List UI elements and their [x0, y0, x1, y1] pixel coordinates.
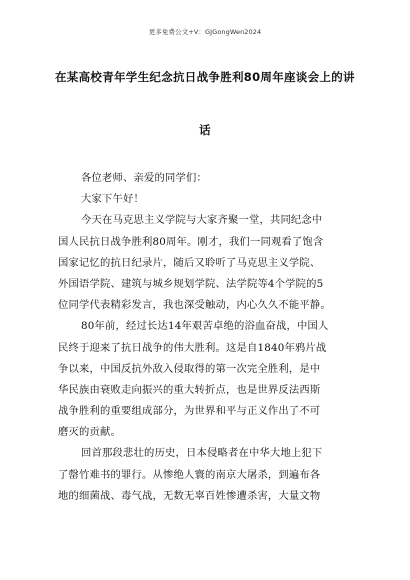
body-line: 国人民抗日战争胜利80周年。刚才，我们一同观看了饱含	[58, 235, 324, 248]
body-line: 战争胜利的重要组成部分，为世界和平与正义作出了不可	[58, 405, 321, 418]
body-line: 地的细菌战、毒气战，无数无辜百姓惨遭杀害，大量文物	[58, 489, 321, 502]
salutation-line: 各位老师、亲爱的同学们：	[81, 172, 207, 184]
greeting-line: 大家下午好！	[81, 193, 144, 206]
body-line: 回首那段悲壮的历史，日本侵略者在中华大地上犯下	[81, 447, 323, 460]
body-line: 位同学代表精彩发言，我也深受触动，内心久久不能平静。	[58, 299, 331, 312]
body-line: 外国语学院、建筑与城乡规划学院、法学院等4个学院的5	[58, 277, 324, 290]
document-title-line-1: 在某高校青年学生纪念抗日战争胜利80周年座谈会上的讲	[55, 70, 355, 84]
body-line: 了罄竹难书的罪行。从惨绝人寰的南京大屠杀，到遍布各	[58, 468, 321, 481]
body-line: 民终于迎来了抗日战争的伟大胜利。这是自1840年鸦片战	[58, 341, 327, 354]
body-line: 今天在马克思主义学院与大家齐聚一堂，共同纪念中	[81, 214, 323, 227]
document-body	[58, 168, 352, 507]
header-note: 更多免费公文+V：GJGongWen2024	[148, 28, 262, 36]
body-line: 争以来，中国反抗外敌入侵取得的第一次完全胜利，是中	[58, 362, 321, 375]
body-line: 华民族由衰败走向振兴的重大转折点，也是世界反法西斯	[58, 383, 321, 396]
body-line: 国家记忆的抗日纪录片，随后又聆听了马克思主义学院、	[58, 256, 321, 269]
body-line: 80年前，经过长达14年艰苦卓绝的浴血奋战，中国人	[81, 320, 329, 333]
document-title-line-2: 话	[199, 123, 211, 137]
body-line: 磨灭的贡献。	[58, 426, 121, 439]
